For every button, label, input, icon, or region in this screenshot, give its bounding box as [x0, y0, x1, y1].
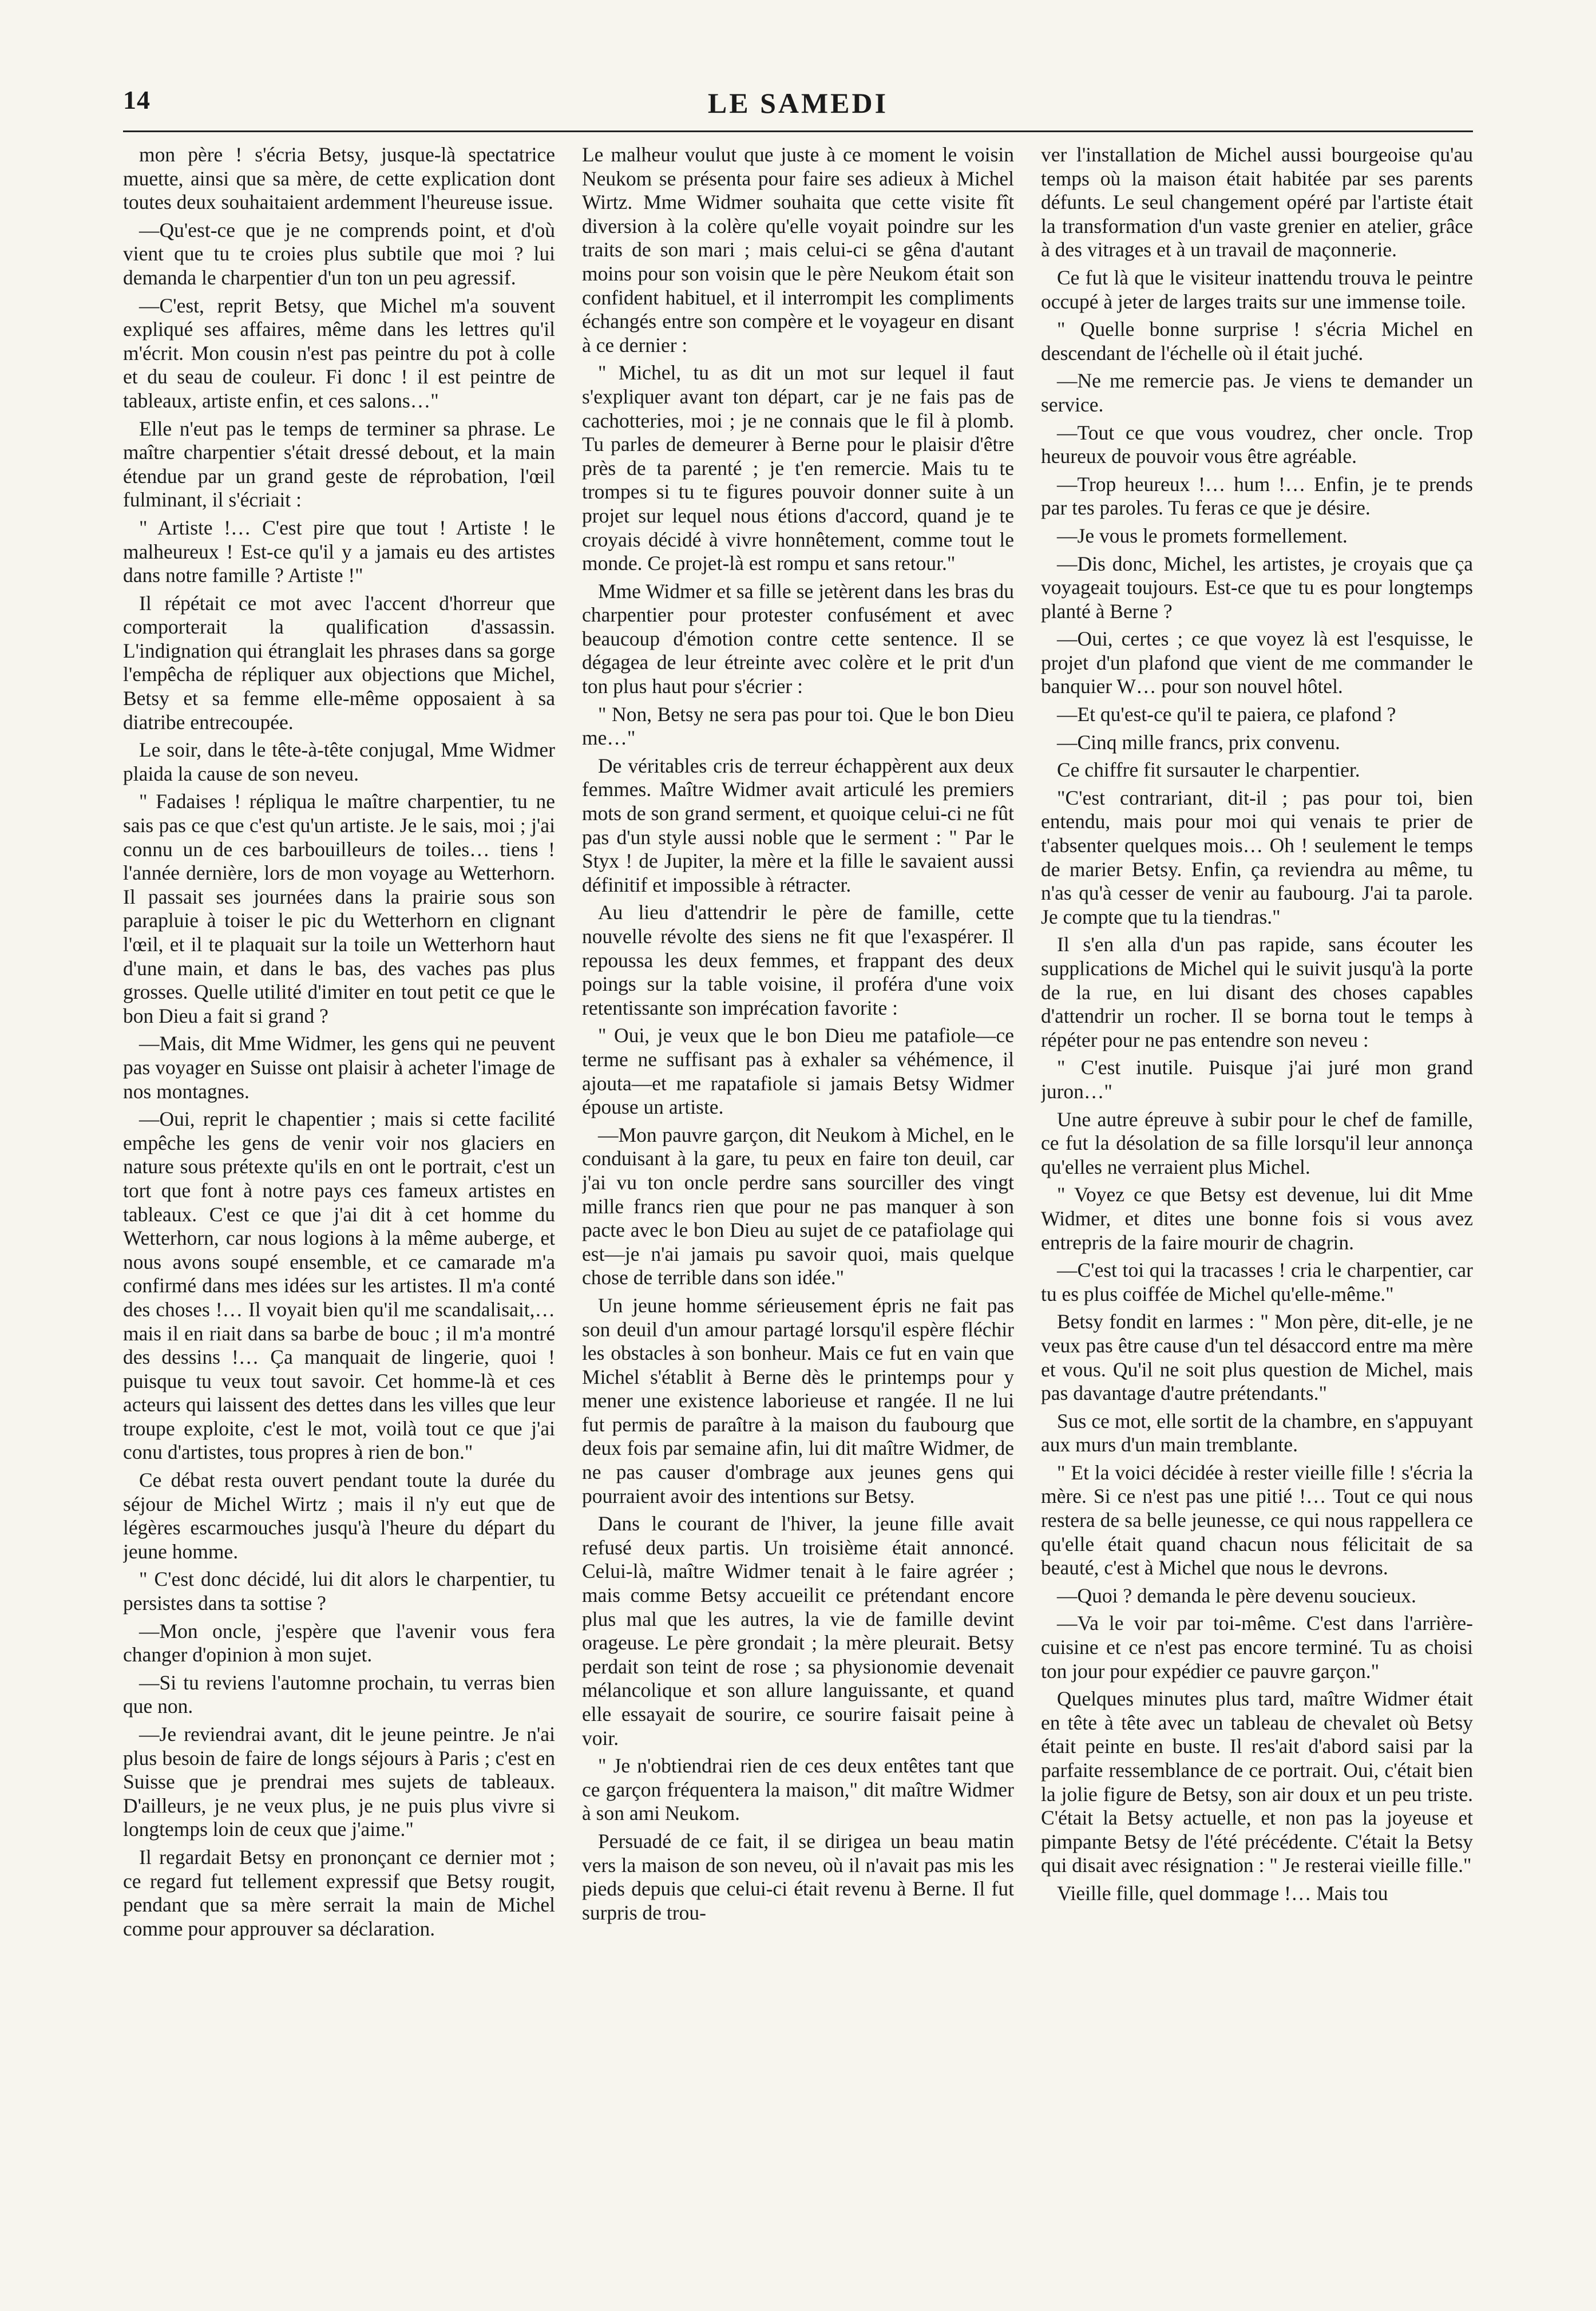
paragraph: Vieille fille, quel dommage !… Mais tou	[1057, 1881, 1388, 1905]
paragraph: Persuadé de ce fait, il se dirigea un beau matin vers la maison de son neveu, où il n'avait pas mis les pieds depuis que celui-ci était revenu à Berne. Il fut surpris de trou-	[582, 1829, 1014, 1924]
paragraph: Ce chiffre fit sursauter le charpentier.	[1057, 758, 1360, 782]
paragraph: Au lieu d'attendrir le père de famille, cette nouvelle révolte des siens ne fit que l'exaspérer. Il repoussa les deux femmes, et frappant des deux poings sur la table voisine, il proféra d'une voix retentissante son imprécation favorite :	[582, 901, 1014, 1019]
paragraph: " Non, Betsy ne sera pas pour toi. Que le bon Dieu me…"	[582, 702, 1014, 750]
paragraph: —Qu'est-ce que je ne comprends point, et d'où vient que tu te croies plus subtile que moi ? lui demanda le charpentier d'un ton un peu agressif.	[123, 218, 555, 289]
paragraph: —Je reviendrai avant, dit le jeune peintre. Je n'ai plus besoin de faire de longs séjours à Paris ; c'est en Suisse que je prendrai mes sujets de tableaux. D'ailleurs, je ne veux plus, je ne puis plus vivre si longtemps loin de ceux que j'aime."	[123, 1723, 555, 1841]
text-column-2	[582, 143, 1014, 2278]
paragraph: " Et la voici décidée à rester vieille fille ! s'écria la mère. Si ce n'est pas une pitié !… Tout ce qui nous restera de sa belle jeunesse, ce qui nous rappellera ce qu'elle était quand chacun nous félicitait de sa beauté, c'est à Michel que nous le devrons.	[1041, 1461, 1473, 1580]
paragraph: Dans le courant de l'hiver, la jeune fille avait refusé deux partis. Un troisième était annoncé. Celui-là, maître Widmer tenait à le faire agréer ; mais comme Betsy accueilit ce prétendant encore plus mal que les autres, la vie de famille devint orageuse. Le père grondait ; la mère pleurait. Betsy perdait son teint de rose ; sa physionomie devenait mélancolique et son allure languissante, et quand elle essayait de sourire, ce sourire faisait peine à voir.	[582, 1512, 1014, 1750]
running-title: LE SAMEDI	[707, 87, 889, 119]
paragraph: Le soir, dans le tête-à-tête conjugal, Mme Widmer plaida la cause de son neveu.	[123, 738, 555, 785]
paragraph: mon père ! s'écria Betsy, jusque-là spectatrice muette, ainsi que sa mère, de cette explication dont toutes deux souhaitaient ardemment l'heureuse issue.	[123, 143, 555, 214]
paragraph: —Cinq mille francs, prix convenu.	[1057, 730, 1340, 754]
paragraph: Elle n'eut pas le temps de terminer sa phrase. Le maître charpentier s'était dressé debout, et la main étendue par un grand geste de réprobation, l'œil fulminant, il s'écriait :	[123, 417, 555, 512]
paragraph: Ce fut là que le visiteur inattendu trouva le peintre occupé à jeter de larges traits sur une immense toile.	[1041, 266, 1473, 313]
text-column-1	[123, 143, 555, 2278]
paragraph: —Mon oncle, j'espère que l'avenir vous fera changer d'opinion à mon sujet.	[123, 1619, 555, 1667]
paragraph: Betsy fondit en larmes : " Mon père, dit-elle, je ne veux pas être cause d'un tel désaccord entre ma mère et vous. Qu'il ne soit plus question de Michel, mais pas davantage d'autre prétendants."	[1041, 1310, 1473, 1405]
paragraph: Ce débat resta ouvert pendant toute la durée du séjour de Michel Wirtz ; mais il n'y eut que de légères escarmouches jusqu'à l'heure du départ du jeune homme.	[123, 1469, 555, 1563]
paragraph: —C'est, reprit Betsy, que Michel m'a souvent expliqué ses affaires, même dans les lettres qu'il m'écrit. Mon cousin n'est pas peintre du pot à colle et du seau de couleur. Fi donc ! il est peintre de tableaux, artiste enfin, et ces salons…"	[123, 294, 555, 412]
paragraph: —Tout ce que vous voudrez, cher oncle. Trop heureux de pouvoir vous être agréable.	[1041, 421, 1473, 468]
paragraph: Quelques minutes plus tard, maître Widmer était en tête à tête avec un tableau de chevalet où Betsy était peinte en buste. Il res'ait d'abord saisi par la parfaite ressemblance de ce portrait. Oui, c'était bien la jolie figure de Betsy, son air doux et un peu triste. C'était la Betsy actuelle, et non pas la joyeuse et pimpante Betsy de l'été précédente. C'était la Betsy qui disait avec résignation : " Je resterai vieille fille."	[1041, 1687, 1473, 1877]
paragraph: " C'est inutile. Puisque j'ai juré mon grand juron…"	[1041, 1056, 1473, 1103]
paragraph: ver l'installation de Michel aussi bourgeoise qu'au temps où la maison était habitée par ses parents défunts. Le seul changement opéré par l'artiste était la transformation d'un vaste grenier en atelier, grâce à des vitrages et à un travail de maçonnerie.	[1041, 143, 1473, 262]
paragraph: " Voyez ce que Betsy est devenue, lui dit Mme Widmer, et dites une bonne fois si vous avez entrepris de la faire mourir de chagrin.	[1041, 1183, 1473, 1254]
paragraph: De véritables cris de terreur échappèrent aux deux femmes. Maître Widmer avait articulé les premiers mots de son grand serment, et quoique celui-ci ne fût pas d'un style aussi noble que le serment : " Par le Styx ! de Jupiter, la mère et la fille le savaient aussi définitif et impossible à rétracter.	[582, 754, 1014, 896]
paragraph: —Oui, certes ; ce que voyez là est l'esquisse, le projet d'un plafond que vient de me commander le banquier W… pour son nouvel hôtel.	[1041, 627, 1473, 698]
text-columns	[123, 143, 1473, 2278]
paragraph: " Je n'obtiendrai rien de ces deux entêtes tant que ce garçon fréquentera la maison," dit maître Widmer à son ami Neukom.	[582, 1754, 1014, 1825]
paragraph: Sus ce mot, elle sortit de la chambre, en s'appuyant aux murs d'un main tremblante.	[1041, 1409, 1473, 1457]
paragraph: —Trop heureux !… hum !… Enfin, je te prends par tes paroles. Tu feras ce que je désire.	[1041, 472, 1473, 520]
paragraph: Il répétait ce mot avec l'accent d'horreur que comporterait la qualification d'assassin. L'indignation qui étranglait les phrases dans sa gorge l'empêcha de répliquer aux objections que Michel, Betsy et sa femme elle-même opposaient à sa diatribe entrecoupée.	[123, 591, 555, 734]
text-column-3	[1041, 143, 1473, 2278]
paragraph: —Oui, reprit le chapentier ; mais si cette facilité empêche les gens de venir voir nos glaciers en nature sous prétexte qu'ils en ont le portrait, c'est un tort que font à notre pays ces fameux artistes en tableaux. C'est ce que j'ai dit à cet homme du Wetterhorn, car nous logions à la même auberge, et nous avons soupé ensemble, et ce camarade m'a confirmé dans mes idées sur les artistes. Il m'a conté des choses !… Il voyait bien qu'il me scandalisait,… mais il en riait dans sa barbe de bouc ; il m'a montré des dessins !… Ça manquait de lingerie, quoi ! puisque tu veux tout savoir. Cet homme-là et ces acteurs qui laissent des dettes dans les villes que leur troupe exploite, c'est le mot, voilà tout ce que j'ai conu d'artistes, tous propres à rien de bon."	[123, 1107, 555, 1464]
paragraph: " Quelle bonne surprise ! s'écria Michel en descendant de l'échelle où il était juché.	[1041, 318, 1473, 365]
paragraph: " C'est donc décidé, lui dit alors le charpentier, tu persistes dans ta sottise ?	[123, 1568, 555, 1615]
paragraph: " Oui, je veux que le bon Dieu me patafiole—ce terme ne suffisant pas à exhaler sa véhémence, il ajouta—et me rapatafiole si jamais Betsy Widmer épouse un artiste.	[582, 1024, 1014, 1119]
paragraph: —Je vous le promets formellement.	[1057, 524, 1348, 547]
paragraph: —Quoi ? demanda le père devenu soucieux.	[1057, 1584, 1416, 1607]
paragraph: —Ne me remercie pas. Je viens te demander un service.	[1041, 369, 1473, 416]
paragraph: —Mais, dit Mme Widmer, les gens qui ne peuvent pas voyager en Suisse ont plaisir à acheter l'image de nos montagnes.	[123, 1032, 555, 1103]
paragraph: Une autre épreuve à subir pour le chef de famille, ce fut la désolation de sa fille lorsqu'il leur annonça qu'elles ne verraient plus Michel.	[1041, 1107, 1473, 1178]
paragraph: —Dis donc, Michel, les artistes, je croyais que ça voyageait toujours. Est-ce que tu es pour longtemps planté à Berne ?	[1041, 552, 1473, 623]
paragraph: "C'est contrariant, dit-il ; pas pour toi, bien entendu, mais pour moi qui venais te prier de t'absenter quelques mois… Oh ! seulement le temps de marier Betsy. Enfin, ça reviendra au même, tu n'as qu'à cesser de venir au faubourg. J'ai ta parole. Je compte que tu la tiendras."	[1041, 786, 1473, 928]
page-number: 14	[123, 85, 151, 114]
paragraph: Il s'en alla d'un pas rapide, sans écouter les supplications de Michel qui le suivit jusqu'à la porte de la rue, en lui disant des choses capables d'attendrir un rocher. Il se borna tout le temps à répéter pour ne pas entendre son neveu :	[1041, 933, 1473, 1051]
paragraph: Mme Widmer et sa fille se jetèrent dans les bras du charpentier pour protester confusément et avec beaucoup d'émotion contre cette sentence. Il se dégagea de leur étreinte avec colère et le prit d'un ton plus haut pour s'écrier :	[582, 579, 1014, 698]
paragraph: —Mon pauvre garçon, dit Neukom à Michel, en le conduisant à la gare, tu peux en faire ton deuil, car j'ai vu ton oncle perdre sans sourciller des vingt mille francs rien que pour ne pas manquer à son pacte avec le bon Dieu au sujet de ce patafiolage qui est—je n'ai jamais pu savoir quoi, mais quelque chose de terrible dans son idée."	[582, 1123, 1014, 1289]
paragraph: " Artiste !… C'est pire que tout ! Artiste ! le malheureux ! Est-ce qu'il y a jamais eu des artistes dans notre famille ? Artiste !"	[123, 516, 555, 587]
paragraph: —Va le voir par toi-même. C'est dans l'arrière-cuisine et ce n'est pas encore terminé. Tu as choisi ton jour pour expédier ce pauvre garçon."	[1041, 1612, 1473, 1683]
paragraph: —Et qu'est-ce qu'il te paiera, ce plafond ?	[1057, 703, 1396, 726]
paragraph: " Michel, tu as dit un mot sur lequel il faut s'expliquer avant ton départ, car je ne fais pas de cachotteries, moi ; je ne connais que le fil à plomb. Tu parles de demeurer à Berne pour le plaisir d'être près de ta parenté ; je t'en remercie. Mais tu te trompes si tu te figures pouvoir donner suite à un projet sur lequel nous étions d'accord, quand je te croyais décidé à vivre honnêtement, comme tout le monde. Ce projet-là est rompu et sans retour."	[582, 361, 1014, 575]
page-header	[123, 80, 1473, 126]
header-rule	[123, 130, 1473, 132]
paragraph: Il regardait Betsy en prononçant ce dernier mot ; ce regard fut tellement expressif que Betsy rougit, pendant que sa mère serrait la main de Michel comme pour approuver sa déclaration.	[123, 1845, 555, 1940]
paragraph: —Si tu reviens l'automne prochain, tu verras bien que non.	[123, 1671, 555, 1718]
paragraph: " Fadaises ! répliqua le maître charpentier, tu ne sais pas ce que c'est qu'un artiste. Je le sais, moi ; j'ai connu un de ces barbouilleurs de toiles… tiens ! l'année dernière, lors de mon voyage au Wetterhorn. Il passait ses journées dans la prairie sous son parapluie à toiser le pic du Wetterhorn en clignant l'œil, et il te plaquait sur la toile un Wetterhorn haut d'une main, et dans le bas, des vaches pas plus grosses. Quelle utilité d'imiter en tout petit ce que le bon Dieu a fait si grand ?	[123, 790, 555, 1027]
paragraph: Le malheur voulut que juste à ce moment le voisin Neukom se présenta pour faire ses adieux à Michel Wirtz. Mme Widmer souhaita que cette visite fît diversion à la colère qu'elle voyait poindre sur les traits de son mari ; mais celui-ci se gêna d'autant moins pour son voisin que le père Neukom était son confident habituel, et il interrompit les compliments échangés entre son compère et le voyageur en disant à ce dernier :	[582, 143, 1014, 357]
paragraph: Un jeune homme sérieusement épris ne fait pas son deuil d'un amour partagé lorsqu'il espère fléchir les obstacles à son bonheur. Mais ce fut en vain que Michel s'établit à Berne dès le printemps pour y mener une existence laborieuse et rangée. Il ne lui fut permis de paraître à la maison du faubourg que deux fois par semaine afin, lui dit maître Widmer, de ne pas causer d'ombrage aux jeunes gens qui pourraient avoir des intentions sur Betsy.	[582, 1293, 1014, 1507]
paragraph: —C'est toi qui la tracasses ! cria le charpentier, car tu es plus coiffée de Michel qu'elle-même."	[1041, 1259, 1473, 1305]
